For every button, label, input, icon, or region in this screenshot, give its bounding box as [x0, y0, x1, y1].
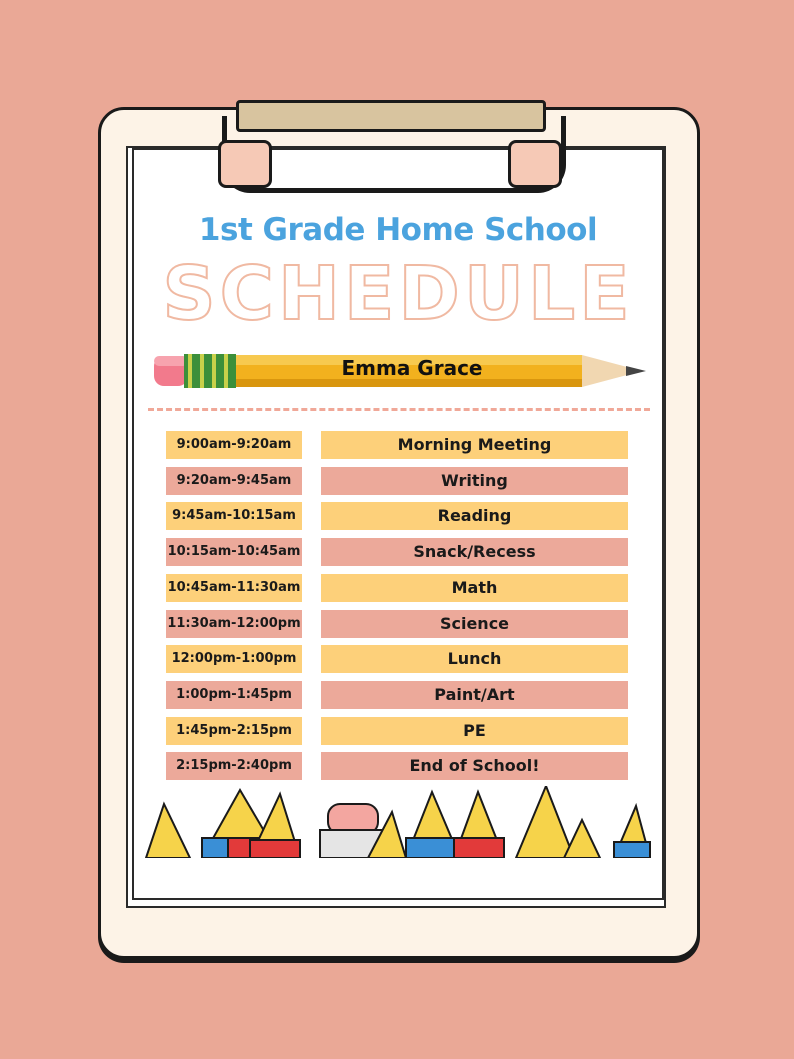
schedule-subject: Reading: [321, 502, 628, 530]
schedule-subject: PE: [321, 717, 628, 745]
schedule-time: 1:45pm-2:15pm: [166, 717, 302, 745]
page-title: SCHEDULE: [162, 251, 634, 337]
clip-left-foot-icon: [218, 140, 272, 188]
crayons-icon: [144, 786, 652, 858]
schedule-row: [166, 645, 628, 673]
student-name: Emma Grace: [341, 356, 483, 380]
schedule-row: [166, 538, 628, 566]
schedule-row: [166, 752, 628, 780]
schedule-subject: Science: [321, 610, 628, 638]
schedule-row: [166, 610, 628, 638]
clip-right-foot-icon: [508, 140, 562, 188]
schedule-row: [166, 681, 628, 709]
schedule-subject: Writing: [321, 467, 628, 495]
schedule-time: 9:00am-9:20am: [166, 431, 302, 459]
schedule-time: 12:00pm-1:00pm: [166, 645, 302, 673]
schedule-row: [166, 717, 628, 745]
schedule-row: [166, 431, 628, 459]
schedule-subject: Snack/Recess: [321, 538, 628, 566]
schedule-subject: Morning Meeting: [321, 431, 628, 459]
page-subtitle: 1st Grade Home School: [198, 212, 598, 248]
clip-bar-icon: [236, 100, 546, 132]
schedule-subject: Math: [321, 574, 628, 602]
schedule-time: 2:15pm-2:40pm: [166, 752, 302, 780]
schedule-row: [166, 574, 628, 602]
schedule-row: [166, 467, 628, 495]
schedule-time: 10:45am-11:30am: [166, 574, 302, 602]
schedule-row: [166, 502, 628, 530]
schedule-time: 10:15am-10:45am: [166, 538, 302, 566]
schedule-time: 9:20am-9:45am: [166, 467, 302, 495]
schedule-subject: End of School!: [321, 752, 628, 780]
schedule-time: 9:45am-10:15am: [166, 502, 302, 530]
schedule-subject: Lunch: [321, 645, 628, 673]
schedule-time: 11:30am-12:00pm: [166, 610, 302, 638]
schedule-time: 1:00pm-1:45pm: [166, 681, 302, 709]
dashed-divider: [148, 408, 650, 411]
schedule-subject: Paint/Art: [321, 681, 628, 709]
